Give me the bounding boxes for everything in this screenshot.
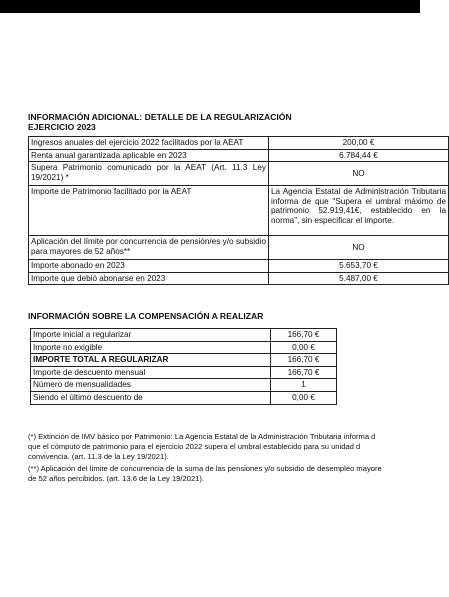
table-row [31, 391, 337, 404]
row-label: Renta anual garantizada aplicable en 2023 [29, 149, 269, 162]
footnote-line: (*) Extinción de IMV básico por Patrimonio: La Agencia Estatal de la Administración Tributaria informa d [28, 432, 376, 441]
row-value: 1 [271, 379, 337, 392]
table-row [29, 272, 449, 285]
row-value: 0,00 € [271, 341, 337, 354]
footnote-concurrencia [28, 464, 428, 484]
section1-subtitle: EJERCICIO 2023 [28, 122, 96, 132]
table-row [29, 137, 449, 150]
row-label: Supera Patrimonio comunicado por la AEAT (Art. 11.3 Ley 19/2021) * [29, 162, 269, 186]
section1-title: INFORMACIÓN ADICIONAL: DETALLE DE LA REGULARIZACIÓN [28, 112, 292, 122]
regularization-detail-table [28, 136, 449, 285]
footnote-line: de 52 años percibidos. (art. 13.6 de la Ley 19/2021). [28, 473, 205, 483]
row-label: Ingresos anuales del ejercicio 2022 facilitados por la AEAT [29, 137, 269, 150]
footnote-line: que el cómputo de patrimonio para el ejercicio 2022 supera el umbral establecido para su unidad d [28, 441, 361, 451]
table-row [31, 341, 337, 354]
row-value: NO [269, 236, 449, 260]
row-value: 0,00 € [271, 391, 337, 404]
row-value: 166,70 € [271, 329, 337, 342]
row-value: 166,70 € [271, 366, 337, 379]
table-row [31, 366, 337, 379]
table-row [29, 260, 449, 273]
row-label: Importe que debió abonarse en 2023 [29, 272, 269, 285]
footnote-line: (**) Aplicación del límite de concurrencia de la suma de las pensiones y/o subsidio de desempleo mayore [28, 464, 382, 473]
row-label: Aplicación del límite por concurrencia de pensión/es y/o subsidio para mayores de 52 años** [29, 236, 269, 260]
row-label: Importe de Patrimonio facilitado por la AEAT [29, 186, 269, 236]
table-row [29, 149, 449, 162]
top-dark-bar [0, 0, 420, 13]
table-row [31, 354, 337, 367]
row-label: Siendo el último descuento de [31, 391, 271, 404]
row-label: Importe abonado en 2023 [29, 260, 269, 273]
row-value: La Agencia Estatal de Administración Tributaria informa de que "Supera el umbral máximo de patrimonio 52.919,41€, establecido en la norma", sin especificar el importe. [269, 186, 449, 236]
table-row [29, 186, 449, 236]
footnote-patrimonio [28, 432, 428, 461]
row-value: 6.784,44 € [269, 149, 449, 162]
table-row [29, 236, 449, 260]
row-label: IMPORTE TOTAL A REGULARIZAR [31, 354, 271, 367]
row-label: Importe no exigible [31, 341, 271, 354]
row-value: 200,00 € [269, 137, 449, 150]
table-row [31, 329, 337, 342]
section2-title: INFORMACIÓN SOBRE LA COMPENSACIÓN A REALIZAR [28, 311, 264, 321]
row-label: Número de mensualidades [31, 379, 271, 392]
row-value: NO [269, 162, 449, 186]
row-label: Importe de descuento mensual [31, 366, 271, 379]
table-row [31, 379, 337, 392]
row-value: 166,70 € [271, 354, 337, 367]
table-row [29, 162, 449, 186]
row-value: 5.487,00 € [269, 272, 449, 285]
footnote-line: convivencia. (art. 11.3 de la Ley 19/2021). [28, 451, 169, 461]
compensation-table [30, 328, 337, 405]
row-label: Importe inicial a regularizar [31, 329, 271, 342]
row-value: 5.653,70 € [269, 260, 449, 273]
